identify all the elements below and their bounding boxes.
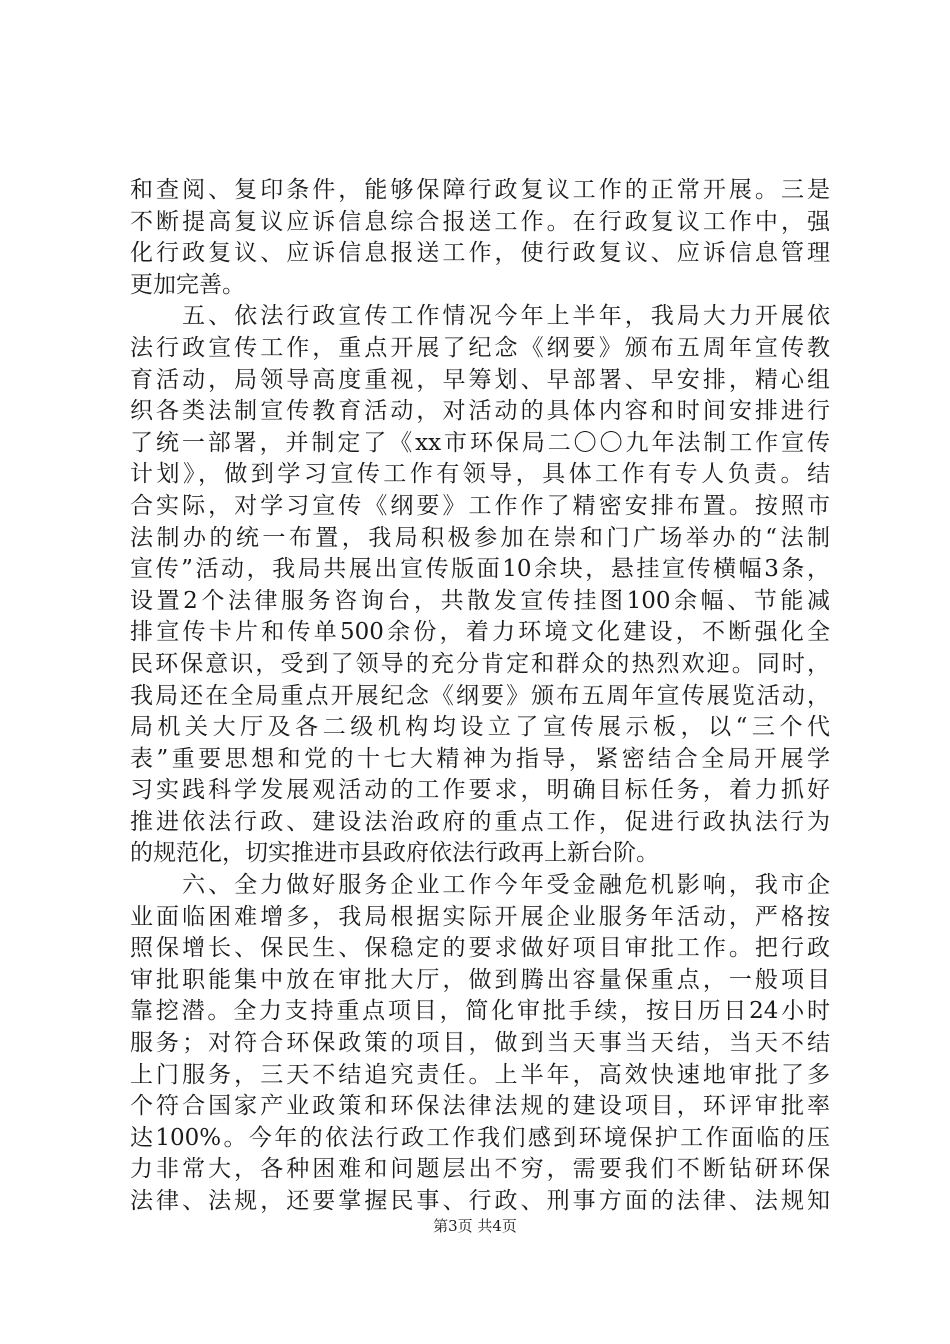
text-line: 计划》，做到学习宣传工作有领导，具体工作有专人负责。结 — [130, 461, 830, 488]
text-line: 靠挖潜。全力支持重点项目，简化审批手续，按日历日24小时 — [130, 998, 830, 1025]
text-line: 力非常大，各种困难和问题层出不穷，需要我们不断钻研环保 — [130, 1156, 830, 1183]
text-line: 化行政复议、应诉信息报送工作，使行政复议、应诉信息管理 — [130, 240, 830, 267]
text-line: 设置2个法律服务咨询台，共散发宣传挂图100余幅、节能减 — [130, 587, 830, 614]
text-line: 习实践科学发展观活动的工作要求，明确目标任务，着力抓好 — [130, 777, 830, 804]
text-line: 法行政宣传工作，重点开展了纪念《纲要》颁布五周年宣传教 — [130, 334, 830, 361]
text-line: 的规范化，切实推进市县政府依法行政再上新台阶。 — [130, 840, 659, 867]
text-line: 了统一部署，并制定了《xx市环保局二〇〇九年法制工作宣传 — [130, 429, 830, 456]
text-line: 个符合国家产业政策和环保法律法规的建设项目，环评审批率 — [130, 1093, 830, 1120]
text-line: 育活动，局领导高度重视，早筹划、早部署、早安排，精心组 — [130, 366, 830, 393]
document-body — [130, 175, 830, 1218]
text-line: 更加完善。 — [130, 271, 245, 298]
text-line: 上门服务，三天不结追究责任。上半年，高效快速地审批了多 — [130, 1061, 830, 1088]
text-line: 审批职能集中放在审批大厅，做到腾出容量保重点，一般项目 — [130, 966, 830, 993]
text-line: 业面临困难增多，我局根据实际开展企业服务年活动，严格按 — [130, 903, 830, 930]
text-line: 五、依法行政宣传工作情况今年上半年，我局大力开展依 — [130, 303, 830, 330]
text-line: 照保增长、保民生、保稳定的要求做好项目审批工作。把行政 — [130, 935, 830, 962]
text-line: 法制办的统一布置，我局积极参加在崇和门广场举办的“法制 — [130, 524, 830, 551]
text-line: 我局还在全局重点开展纪念《纲要》颁布五周年宣传展览活动， — [130, 682, 830, 709]
text-line: 六、全力做好服务企业工作今年受金融危机影响，我市企 — [130, 872, 830, 899]
text-line: 局机关大厅及各二级机构均设立了宣传展示板，以“三个代 — [130, 714, 830, 741]
text-line: 不断提高复议应诉信息综合报送工作。在行政复议工作中，强 — [130, 208, 830, 235]
text-line: 合实际，对学习宣传《纲要》工作作了精密安排布置。按照市 — [130, 492, 830, 519]
text-line: 民环保意识，受到了领导的充分肯定和群众的热烈欢迎。同时， — [130, 650, 830, 677]
text-line: 法律、法规，还要掌握民事、行政、刑事方面的法律、法规知 — [130, 1188, 830, 1214]
text-line: 排宣传卡片和传单500余份，着力环境文化建设，不断强化全 — [130, 619, 830, 646]
text-line: 服务；对符合环保政策的项目，做到当天事当天结，当天不结 — [130, 1030, 830, 1057]
text-line: 和查阅、复印条件，能够保障行政复议工作的正常开展。三是 — [130, 177, 830, 203]
text-line: 推进依法行政、建设法治政府的重点工作，促进行政执法行为 — [130, 808, 830, 835]
text-line: 表”重要思想和党的十七大精神为指导，紧密结合全局开展学 — [130, 745, 830, 772]
page-footer: 第3页 共4页 — [433, 1217, 517, 1235]
text-line: 达100%。今年的依法行政工作我们感到环境保护工作面临的压 — [130, 1124, 830, 1151]
text-line: 宣传”活动，我局共展出宣传版面10余块，悬挂宣传横幅3条， — [130, 556, 830, 583]
text-line: 织各类法制宣传教育活动，对活动的具体内容和时间安排进行 — [130, 398, 830, 425]
